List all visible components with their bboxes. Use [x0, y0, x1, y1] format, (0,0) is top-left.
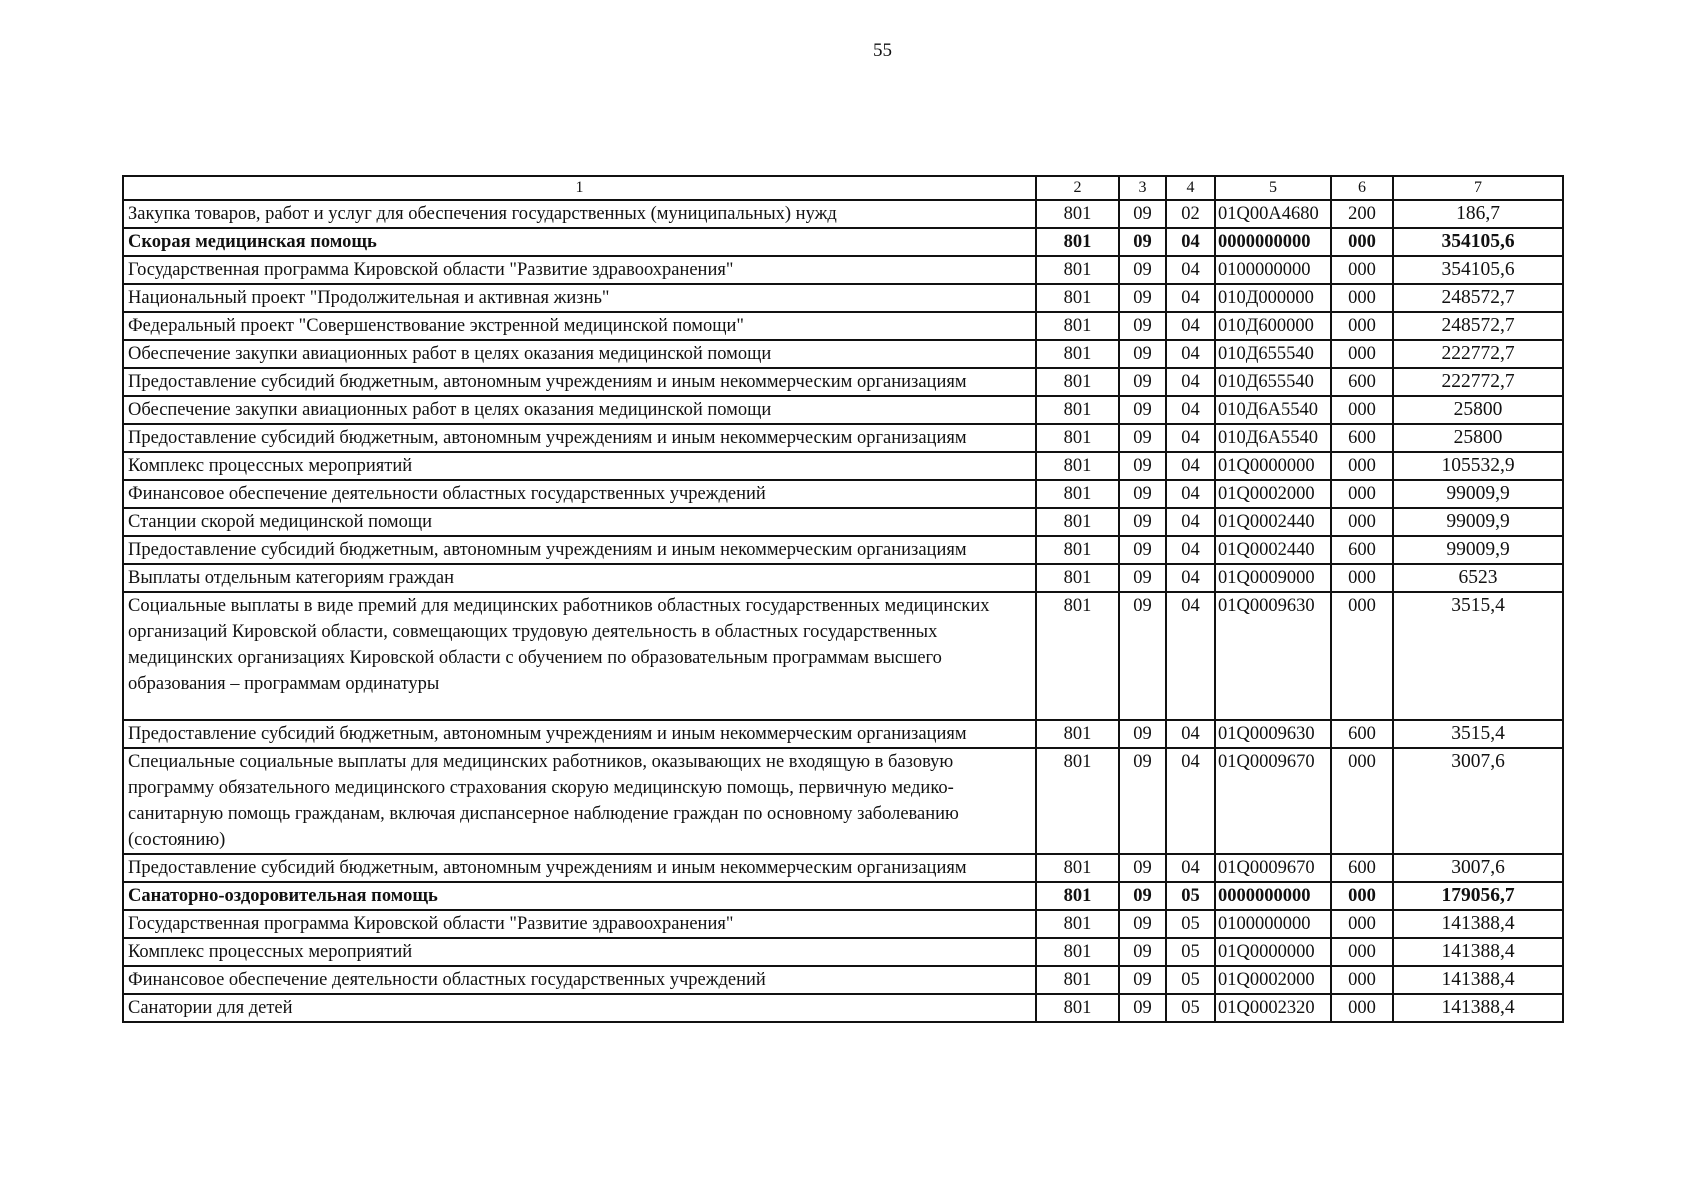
cell-col-4: 04 [1166, 284, 1215, 312]
cell-col-4: 02 [1166, 200, 1215, 228]
cell-col-6: 600 [1331, 720, 1393, 748]
cell-col-6: 600 [1331, 368, 1393, 396]
table-row [123, 228, 1563, 256]
row-name-cell: Государственная программа Кировской области "Развитие здравоохранения" [123, 910, 1036, 938]
cell-col-6: 600 [1331, 854, 1393, 882]
cell-col-5: 0100000000 [1215, 910, 1331, 938]
cell-col-2: 801 [1036, 966, 1119, 994]
cell-col-7: 141388,4 [1393, 938, 1563, 966]
row-name-cell: Предоставление субсидий бюджетным, автономным учреждениям и иным некоммерческим организациям [123, 368, 1036, 396]
cell-col-7: 99009,9 [1393, 480, 1563, 508]
row-name-cell: Комплекс процессных мероприятий [123, 938, 1036, 966]
table-row [123, 508, 1563, 536]
table-row [123, 480, 1563, 508]
row-name-cell: Федеральный проект "Совершенствование экстренной медицинской помощи" [123, 312, 1036, 340]
cell-col-4: 04 [1166, 368, 1215, 396]
cell-col-6: 000 [1331, 748, 1393, 854]
cell-col-5: 01Q00A4680 [1215, 200, 1331, 228]
cell-col-5: 0000000000 [1215, 882, 1331, 910]
cell-col-2: 801 [1036, 312, 1119, 340]
cell-col-7: 3515,4 [1393, 720, 1563, 748]
cell-col-6: 000 [1331, 994, 1393, 1022]
cell-col-6: 600 [1331, 536, 1393, 564]
cell-col-4: 04 [1166, 312, 1215, 340]
cell-col-4: 04 [1166, 452, 1215, 480]
cell-col-2: 801 [1036, 720, 1119, 748]
cell-col-4: 04 [1166, 854, 1215, 882]
row-name-cell: Государственная программа Кировской области "Развитие здравоохранения" [123, 256, 1036, 284]
table-row [123, 284, 1563, 312]
cell-col-4: 05 [1166, 966, 1215, 994]
cell-col-2: 801 [1036, 228, 1119, 256]
cell-col-5: 01Q0009000 [1215, 564, 1331, 592]
cell-col-3: 09 [1119, 592, 1166, 720]
cell-col-6: 000 [1331, 312, 1393, 340]
row-name-cell: Специальные социальные выплаты для медицинских работников, оказывающих не входящую в базовую программу обязательного медицинского страхования скорую медицинскую помощь, первичную медико-санитарную помощь гражданам, включая диспансерное наблюдение граждан по основному заболеванию (состоянию) [123, 748, 1036, 854]
cell-col-2: 801 [1036, 564, 1119, 592]
cell-col-3: 09 [1119, 368, 1166, 396]
cell-col-7: 141388,4 [1393, 994, 1563, 1022]
cell-col-5: 01Q0000000 [1215, 452, 1331, 480]
row-name-cell: Предоставление субсидий бюджетным, автономным учреждениям и иным некоммерческим организациям [123, 854, 1036, 882]
cell-col-5: 01Q0009670 [1215, 748, 1331, 854]
cell-col-4: 05 [1166, 938, 1215, 966]
row-name-cell: Санаторно-оздоровительная помощь [123, 882, 1036, 910]
cell-col-5: 010Д600000 [1215, 312, 1331, 340]
cell-col-4: 04 [1166, 720, 1215, 748]
cell-col-7: 3007,6 [1393, 854, 1563, 882]
table-row [123, 854, 1563, 882]
cell-col-3: 09 [1119, 910, 1166, 938]
cell-col-3: 09 [1119, 994, 1166, 1022]
page-number: 55 [873, 40, 892, 61]
cell-col-2: 801 [1036, 368, 1119, 396]
cell-col-6: 000 [1331, 340, 1393, 368]
column-header: 6 [1331, 176, 1393, 200]
table-row [123, 966, 1563, 994]
cell-col-7: 141388,4 [1393, 910, 1563, 938]
header-row [123, 176, 1563, 200]
cell-col-2: 801 [1036, 592, 1119, 720]
table-row [123, 312, 1563, 340]
cell-col-4: 05 [1166, 994, 1215, 1022]
cell-col-2: 801 [1036, 424, 1119, 452]
cell-col-5: 010Д000000 [1215, 284, 1331, 312]
cell-col-7: 222772,7 [1393, 368, 1563, 396]
cell-col-5: 01Q0002440 [1215, 536, 1331, 564]
cell-col-6: 000 [1331, 284, 1393, 312]
cell-col-4: 04 [1166, 256, 1215, 284]
budget-table [122, 175, 1564, 1023]
table-row [123, 994, 1563, 1022]
row-name-cell: Финансовое обеспечение деятельности областных государственных учреждений [123, 480, 1036, 508]
cell-col-4: 04 [1166, 340, 1215, 368]
cell-col-3: 09 [1119, 564, 1166, 592]
cell-col-7: 248572,7 [1393, 284, 1563, 312]
cell-col-5: 01Q0009630 [1215, 720, 1331, 748]
cell-col-2: 801 [1036, 340, 1119, 368]
cell-col-2: 801 [1036, 994, 1119, 1022]
cell-col-2: 801 [1036, 854, 1119, 882]
cell-col-3: 09 [1119, 228, 1166, 256]
table-row [123, 396, 1563, 424]
cell-col-5: 01Q0009630 [1215, 592, 1331, 720]
cell-col-5: 01Q0002440 [1215, 508, 1331, 536]
cell-col-5: 010Д655540 [1215, 340, 1331, 368]
cell-col-2: 801 [1036, 396, 1119, 424]
cell-col-3: 09 [1119, 200, 1166, 228]
cell-col-5: 0000000000 [1215, 228, 1331, 256]
cell-col-5: 01Q0002320 [1215, 994, 1331, 1022]
cell-col-6: 000 [1331, 592, 1393, 720]
table-row [123, 452, 1563, 480]
cell-col-6: 000 [1331, 452, 1393, 480]
cell-col-2: 801 [1036, 882, 1119, 910]
cell-col-3: 09 [1119, 340, 1166, 368]
table-row [123, 368, 1563, 396]
cell-col-7: 3515,4 [1393, 592, 1563, 720]
row-name-cell: Комплекс процессных мероприятий [123, 452, 1036, 480]
cell-col-3: 09 [1119, 396, 1166, 424]
cell-col-4: 04 [1166, 748, 1215, 854]
column-header: 5 [1215, 176, 1331, 200]
cell-col-2: 801 [1036, 284, 1119, 312]
cell-col-2: 801 [1036, 508, 1119, 536]
cell-col-3: 09 [1119, 284, 1166, 312]
cell-col-3: 09 [1119, 452, 1166, 480]
cell-col-4: 04 [1166, 424, 1215, 452]
cell-col-7: 354105,6 [1393, 256, 1563, 284]
column-header: 7 [1393, 176, 1563, 200]
cell-col-7: 3007,6 [1393, 748, 1563, 854]
cell-col-6: 200 [1331, 200, 1393, 228]
table-row [123, 910, 1563, 938]
row-name-cell: Обеспечение закупки авиационных работ в целях оказания медицинской помощи [123, 340, 1036, 368]
cell-col-2: 801 [1036, 452, 1119, 480]
cell-col-5: 010Д6А5540 [1215, 424, 1331, 452]
cell-col-5: 01Q0000000 [1215, 938, 1331, 966]
cell-col-7: 99009,9 [1393, 536, 1563, 564]
row-name-cell: Финансовое обеспечение деятельности областных государственных учреждений [123, 966, 1036, 994]
row-name-cell: Предоставление субсидий бюджетным, автономным учреждениям и иным некоммерческим организациям [123, 536, 1036, 564]
cell-col-7: 25800 [1393, 396, 1563, 424]
cell-col-6: 000 [1331, 938, 1393, 966]
cell-col-6: 000 [1331, 256, 1393, 284]
cell-col-7: 6523 [1393, 564, 1563, 592]
cell-col-2: 801 [1036, 200, 1119, 228]
cell-col-2: 801 [1036, 536, 1119, 564]
row-name-cell: Обеспечение закупки авиационных работ в целях оказания медицинской помощи [123, 396, 1036, 424]
table-row [123, 340, 1563, 368]
cell-col-7: 186,7 [1393, 200, 1563, 228]
table-row [123, 882, 1563, 910]
cell-col-3: 09 [1119, 720, 1166, 748]
cell-col-4: 04 [1166, 480, 1215, 508]
cell-col-3: 09 [1119, 882, 1166, 910]
cell-col-4: 04 [1166, 508, 1215, 536]
table-row [123, 256, 1563, 284]
column-header: 1 [123, 176, 1036, 200]
cell-col-2: 801 [1036, 480, 1119, 508]
cell-col-2: 801 [1036, 256, 1119, 284]
cell-col-6: 000 [1331, 228, 1393, 256]
table-row [123, 200, 1563, 228]
cell-col-3: 09 [1119, 854, 1166, 882]
table-row [123, 720, 1563, 748]
cell-col-5: 0100000000 [1215, 256, 1331, 284]
row-name-cell: Санатории для детей [123, 994, 1036, 1022]
cell-col-7: 248572,7 [1393, 312, 1563, 340]
cell-col-7: 179056,7 [1393, 882, 1563, 910]
cell-col-5: 01Q0009670 [1215, 854, 1331, 882]
cell-col-4: 04 [1166, 396, 1215, 424]
row-name-cell: Закупка товаров, работ и услуг для обеспечения государственных (муниципальных) нужд [123, 200, 1036, 228]
cell-col-2: 801 [1036, 748, 1119, 854]
table-row [123, 748, 1563, 854]
cell-col-3: 09 [1119, 966, 1166, 994]
row-name-cell: Выплаты отдельным категориям граждан [123, 564, 1036, 592]
cell-col-6: 000 [1331, 882, 1393, 910]
cell-col-5: 010Д6А5540 [1215, 396, 1331, 424]
table-row [123, 938, 1563, 966]
cell-col-7: 105532,9 [1393, 452, 1563, 480]
cell-col-6: 000 [1331, 508, 1393, 536]
column-header: 4 [1166, 176, 1215, 200]
cell-col-3: 09 [1119, 312, 1166, 340]
cell-col-7: 141388,4 [1393, 966, 1563, 994]
cell-col-4: 04 [1166, 228, 1215, 256]
cell-col-7: 222772,7 [1393, 340, 1563, 368]
row-name-cell: Национальный проект "Продолжительная и активная жизнь" [123, 284, 1036, 312]
table-row [123, 536, 1563, 564]
cell-col-6: 600 [1331, 424, 1393, 452]
table-row [123, 592, 1563, 720]
cell-col-3: 09 [1119, 256, 1166, 284]
cell-col-4: 04 [1166, 592, 1215, 720]
cell-col-3: 09 [1119, 536, 1166, 564]
cell-col-7: 354105,6 [1393, 228, 1563, 256]
cell-col-4: 05 [1166, 910, 1215, 938]
row-name-cell: Скорая медицинская помощь [123, 228, 1036, 256]
cell-col-6: 000 [1331, 966, 1393, 994]
cell-col-4: 04 [1166, 564, 1215, 592]
row-name-cell: Предоставление субсидий бюджетным, автономным учреждениям и иным некоммерческим организациям [123, 720, 1036, 748]
table-row [123, 564, 1563, 592]
cell-col-4: 05 [1166, 882, 1215, 910]
cell-col-2: 801 [1036, 910, 1119, 938]
cell-col-5: 01Q0002000 [1215, 480, 1331, 508]
cell-col-3: 09 [1119, 938, 1166, 966]
cell-col-2: 801 [1036, 938, 1119, 966]
cell-col-6: 000 [1331, 910, 1393, 938]
cell-col-4: 04 [1166, 536, 1215, 564]
row-name-cell: Предоставление субсидий бюджетным, автономным учреждениям и иным некоммерческим организациям [123, 424, 1036, 452]
cell-col-3: 09 [1119, 424, 1166, 452]
cell-col-5: 010Д655540 [1215, 368, 1331, 396]
row-name-cell: Станции скорой медицинской помощи [123, 508, 1036, 536]
row-name-cell: Социальные выплаты в виде премий для медицинских работников областных государственных медицинских организаций Кировской области, совмещающих трудовую деятельность в областных государственных медицинских организациях Кировской области с обучением по образовательным программам высшего образования – программам ординатуры [123, 592, 1036, 720]
table-row [123, 424, 1563, 452]
cell-col-3: 09 [1119, 508, 1166, 536]
cell-col-5: 01Q0002000 [1215, 966, 1331, 994]
cell-col-6: 000 [1331, 480, 1393, 508]
column-header: 2 [1036, 176, 1119, 200]
cell-col-6: 000 [1331, 564, 1393, 592]
column-header: 3 [1119, 176, 1166, 200]
cell-col-7: 25800 [1393, 424, 1563, 452]
cell-col-6: 000 [1331, 396, 1393, 424]
cell-col-3: 09 [1119, 480, 1166, 508]
cell-col-3: 09 [1119, 748, 1166, 854]
cell-col-7: 99009,9 [1393, 508, 1563, 536]
